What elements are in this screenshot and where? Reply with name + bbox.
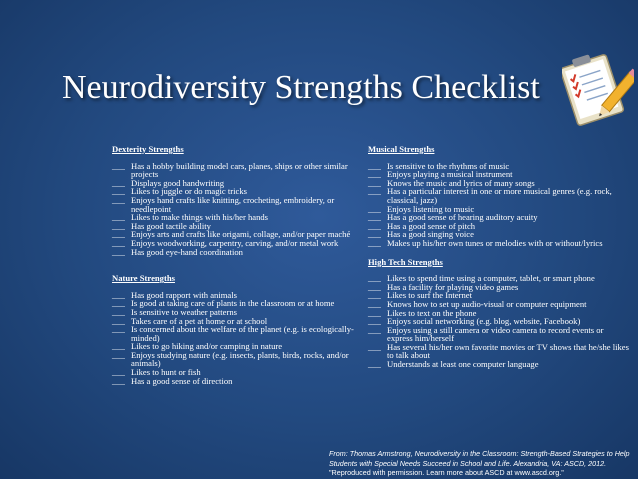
right-column xyxy=(368,145,630,369)
musical-list xyxy=(368,162,630,248)
left-column xyxy=(112,145,364,385)
list-item[interactable]: ___ Has a good sense of hearing auditory acuity xyxy=(368,212,538,223)
list-item[interactable]: ___ Has a facility for playing video games xyxy=(368,281,519,292)
list-item[interactable]: ___ Enjoys listening to music xyxy=(368,203,475,214)
list-item[interactable]: ___ Has a good sense of direction xyxy=(112,375,233,386)
citation-source: From: Thomas Armstrong, Neurodiversity in the Classroom: Strength-Based Strategies to Help Students with Special Needs Succeed in School and Life. Alexandria, VA: ASCD, 2012. xyxy=(329,449,630,468)
list-item[interactable]: ___ Is sensitive to weather patterns xyxy=(112,306,237,317)
list-item[interactable]: ___ Knows how to set up audio-visual or computer equipment xyxy=(368,298,587,309)
list-item[interactable]: ___ Has a good singing voice xyxy=(368,229,474,240)
list-item[interactable]: ___ Makes up his/her own tunes or melodies with or without/lyrics xyxy=(368,237,603,248)
list-item[interactable]: ___ Has a hobby building model cars, planes, ships or other similar projects xyxy=(112,160,348,180)
list-item[interactable]: ___ Is good at taking care of plants in the classroom or at home xyxy=(112,298,335,309)
list-item[interactable]: ___ Understands at least one computer language xyxy=(368,359,539,370)
list-item[interactable]: ___ Likes to spend time using a computer, tablet, or smart phone xyxy=(368,273,595,284)
list-item[interactable]: ___ Enjoys woodworking, carpentry, carving, and/or metal work xyxy=(112,237,339,248)
list-item[interactable]: ___ Has good eye-hand coordination xyxy=(112,246,243,257)
dexterity-heading: Dexterity Strengths xyxy=(112,144,184,154)
list-item[interactable]: ___ Likes to hunt or fish xyxy=(112,367,201,378)
list-item[interactable]: ___ Enjoys using a still camera or video camera to record events or express him/herself xyxy=(368,324,604,344)
citation-permission: "Reproduced with permission. Learn more about ASCD at www.ascd.org." xyxy=(329,468,564,477)
list-item[interactable]: ___ Has several his/her own favorite movies or TV shows that he/she likes to talk about xyxy=(368,341,629,361)
list-item[interactable]: ___ Likes to surf the Internet xyxy=(368,290,472,301)
list-item[interactable]: ___ Likes to text on the phone xyxy=(368,307,477,318)
list-item[interactable]: ___ Is sensitive to the rhythms of music xyxy=(368,160,510,171)
page-title: Neurodiversity Strengths Checklist xyxy=(62,69,540,106)
hightech-heading: High Tech Strengths xyxy=(368,256,443,267)
list-item[interactable]: ___ Knows the music and lyrics of many songs xyxy=(368,177,535,188)
list-item[interactable]: ___ Likes to juggle or do magic tricks xyxy=(112,186,247,197)
list-item[interactable]: ___ Displays good handwriting xyxy=(112,177,225,188)
nature-heading: Nature Strengths xyxy=(112,273,175,284)
citation xyxy=(329,449,634,478)
musical-heading: Musical Strengths xyxy=(368,144,435,154)
nature-list xyxy=(112,291,364,386)
list-item[interactable]: ___ Has a particular interest in one or more musical genres (e.g. rock, classical, jazz) xyxy=(368,186,612,205)
dexterity-list xyxy=(112,162,364,257)
list-item[interactable]: ___ Is concerned about the welfare of the planet (e.g. is ecologically-minded) xyxy=(112,324,354,343)
list-item[interactable]: ___ Enjoys studying nature (e.g. insects, plants, birds, rocks, and/or animals) xyxy=(112,349,349,369)
list-item[interactable]: ___ Likes to make things with his/her hands xyxy=(112,212,269,223)
list-item[interactable]: ___ Has good rapport with animals xyxy=(112,289,237,300)
list-item[interactable]: ___ Enjoys hand crafts like knitting, crocheting, embroidery, or needlepoint xyxy=(112,194,335,214)
hightech-list xyxy=(368,274,630,369)
list-item[interactable]: ___ Enjoys arts and crafts like origami, collage, and/or paper maché xyxy=(112,229,351,240)
list-item[interactable]: ___ Enjoys social networking (e.g. blog, website, Facebook) xyxy=(368,316,581,327)
list-item[interactable]: ___ Enjoys playing a musical instrument xyxy=(368,169,513,180)
list-item[interactable]: ___ Has a good sense of pitch xyxy=(368,220,476,231)
list-item[interactable]: ___ Likes to go hiking and/or camping in nature xyxy=(112,341,283,352)
list-item[interactable]: ___ Has good tactile ability xyxy=(112,220,211,231)
clipboard-pencil-icon xyxy=(562,50,634,126)
list-item[interactable]: ___ Takes care of a pet at home or at school xyxy=(112,315,268,326)
